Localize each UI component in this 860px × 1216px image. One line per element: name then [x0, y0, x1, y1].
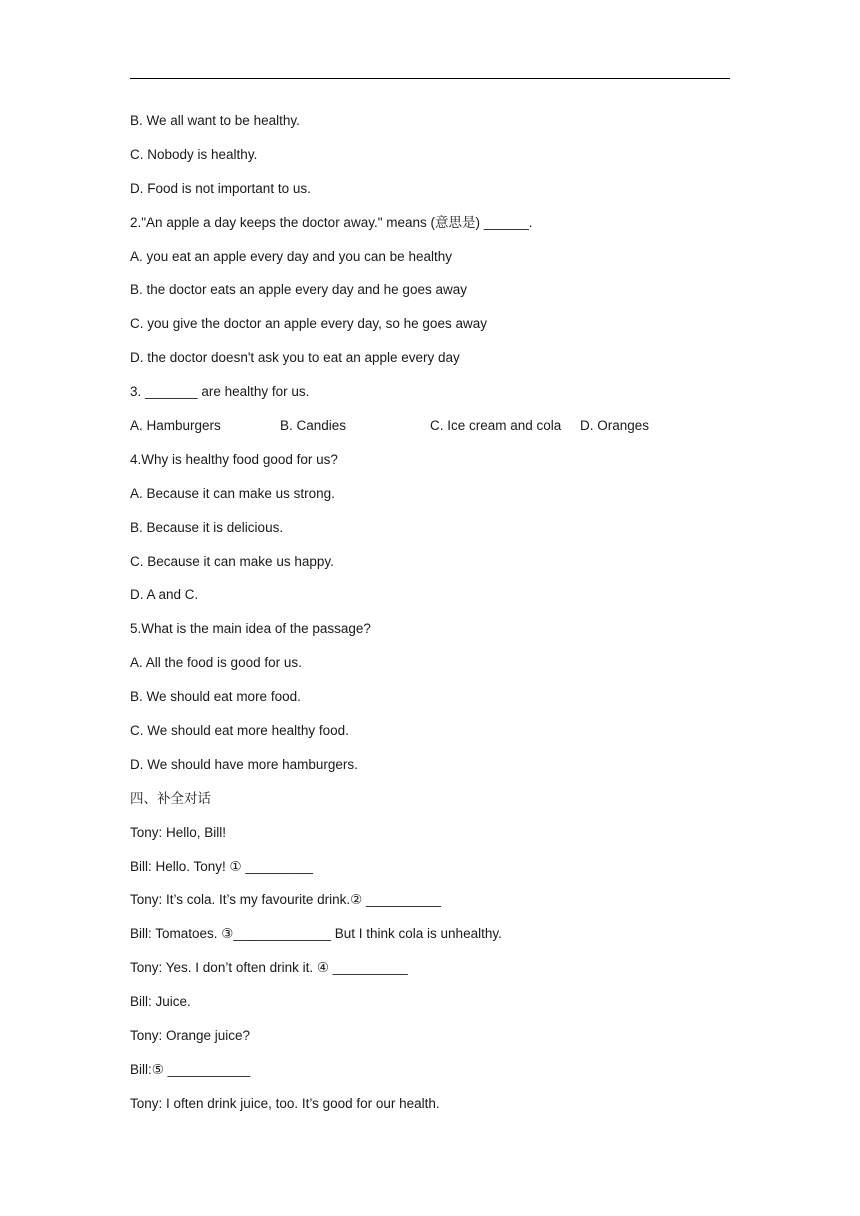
q2-option-a: A. you eat an apple every day and you can be healthy — [130, 248, 452, 264]
q4-option-a: A. Because it can make us strong. — [130, 485, 335, 501]
section-heading: 四、补全对话 — [130, 790, 211, 807]
dialogue-line: Tony: Orange juice? — [130, 1028, 251, 1044]
q1-option-b: B. We all want to be healthy. — [130, 113, 300, 128]
dialogue-line: Tony: Hello, Bill! — [130, 824, 227, 840]
dialogue-line: Bill: Hello. Tony! ① _________ — [130, 858, 313, 874]
q4-option-d: D. A and C. — [130, 587, 199, 603]
q5-question: 5.What is the main idea of the passage? — [130, 621, 371, 637]
q3-option-a: A. Hamburgers — [130, 418, 221, 434]
q4-option-b: B. Because it is delicious. — [130, 519, 284, 535]
q4-option-c: C. Because it can make us happy. — [130, 553, 334, 569]
q2-option-b: B. the doctor eats an apple every day and he goes away — [130, 282, 467, 298]
dialogue-line: Bill: Juice. — [130, 994, 191, 1010]
dialogue-line: Bill: Tomatoes. ③_____________ But I think cola is unhealthy. — [130, 926, 502, 942]
dialogue-line: Tony: It’s cola. It’s my favourite drink.② __________ — [130, 892, 442, 908]
q3-option-d: D. Oranges — [580, 418, 650, 434]
q5-option-d: D. We should have more hamburgers. — [130, 756, 358, 772]
header-rule — [130, 78, 730, 79]
q4-question: 4.Why is healthy food good for us? — [130, 451, 338, 467]
q1-option-c: C. Nobody is healthy. — [130, 146, 258, 162]
q3-options-row — [130, 416, 730, 450]
dialogue-line: Tony: I often drink juice, too. It’s good for our health. — [130, 1095, 440, 1111]
q2-question: 2."An apple a day keeps the doctor away." means (意思是) ______. — [130, 214, 533, 230]
dialogue-line: Tony: Yes. I don’t often drink it. ④ __________ — [130, 960, 408, 976]
q5-option-b: B. We should eat more food. — [130, 689, 301, 705]
q3-option-c: C. Ice cream and cola — [430, 418, 562, 434]
dialogue-line: Bill:⑤ ___________ — [130, 1061, 251, 1077]
q2-option-c: C. you give the doctor an apple every day, so he goes away — [130, 316, 487, 332]
q3-question: 3. _______ are healthy for us. — [130, 384, 310, 400]
worksheet-content — [130, 111, 730, 1128]
q1-option-d: D. Food is not important to us. — [130, 180, 311, 196]
q2-option-d: D. the doctor doesn't ask you to eat an apple every day — [130, 350, 460, 366]
q3-option-b: B. Candies — [280, 418, 347, 434]
q5-option-a: A. All the food is good for us. — [130, 655, 302, 671]
q5-option-c: C. We should eat more healthy food. — [130, 723, 349, 739]
